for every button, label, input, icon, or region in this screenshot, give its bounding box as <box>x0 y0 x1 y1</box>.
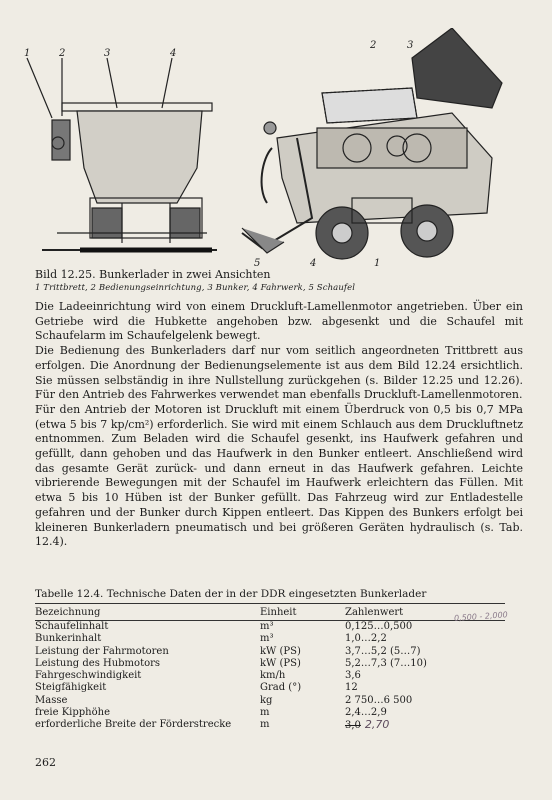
table-row <box>35 621 505 634</box>
cell: m³ <box>260 633 274 645</box>
label-1-left: 1 <box>24 48 31 59</box>
header-zahlenwert: Zahlenwert <box>345 604 505 621</box>
table-row <box>35 707 505 719</box>
cell <box>345 719 505 732</box>
table-title: Tabelle 12.4. Technische Daten der in der DDR eingesetzten Bunkerlader <box>35 588 427 600</box>
cell: Steigfähigkeit <box>35 682 107 694</box>
label-5-right: 5 <box>254 258 261 268</box>
cell: Fahrgeschwindigkeit <box>35 670 142 682</box>
cell: kW (PS) <box>260 657 301 669</box>
caption-legend: 1 Trittbrett, 2 Bedienungseinrichtung, 3 Bunker, 4 Fahrwerk, 5 Schaufel <box>35 283 356 293</box>
caption-title: Bild 12.25. Bunkerlader in zwei Ansichten <box>35 268 271 281</box>
table-row <box>35 670 505 682</box>
front-view <box>27 58 217 250</box>
cell: 5,2…7,3 (7…10) <box>345 657 427 669</box>
cell: erforderliche Breite der Förderstrecke <box>35 719 232 731</box>
cell: Leistung der Fahrmotoren <box>35 645 169 657</box>
body-text <box>35 300 523 550</box>
cell: Masse <box>35 694 68 706</box>
figure-caption <box>35 268 535 293</box>
cell: 0,125…0,500 <box>345 621 413 632</box>
header-bezeichnung: Bezeichnung <box>35 604 260 621</box>
paragraph: Für den Antrieb der Motoren ist Druckluft mit einem Überdruck von 0,5 bis 0,7 MPa (etwa 5 bis 7 kp/cm²) erforderlich. Sie wird mit einem Schlauch aus dem Druckluftnetz entnommen. Zum Beladen wird die Schaufel gesenkt, ins Haufwerk gefahren und gefüllt, dann gehoben und das Haufwerk in den Bunker entleert. Anschließend wird das gesamte Gerät zurück- und dann erneut in das Haufwerk gefahren. Leichte vibrierende Bewegungen mit der Schaufel im Haufwerk erleichtern das Füllen. Mit etwa 5 bis 10 Hüben ist der Bunker gefüllt. Das Fahrzeug wird zur Entladestelle gefahren und der Bunker durch Kippen entleert. Das Kippen des Bunkers erfolgt bei kleineren Bunkerladern pneumatisch und bei größeren Geräten hydraulisch (s. Tab. 12.4). <box>35 402 523 549</box>
cell: 12 <box>345 682 358 694</box>
cell: m³ <box>260 621 274 632</box>
cell: Grad (°) <box>260 682 302 694</box>
cell: 3,7…5,2 (5…7) <box>345 645 421 657</box>
cell: 3,6 <box>345 670 361 682</box>
cell: 2 750…6 500 <box>345 694 413 706</box>
table-row <box>35 646 505 658</box>
cell: Bunkerinhalt <box>35 633 102 645</box>
struck-value: 3,0 <box>345 720 361 732</box>
cell: kg <box>260 694 273 706</box>
cell: kW (PS) <box>260 645 301 657</box>
cell: m <box>260 707 270 719</box>
label-3-right: 3 <box>407 40 414 51</box>
cell: m <box>260 719 270 731</box>
cell: 1,0…2,2 <box>345 633 387 645</box>
table-row <box>35 682 505 694</box>
cell: 2,4…2,9 <box>345 707 387 719</box>
paragraph: Die Ladeeinrichtung wird von einem Druckluft-Lamellenmotor angetrieben. Über ein Getriebe wird die Hubkette angehoben bzw. abgesenkt und die Schaufel mit Schaufelarm im Schaufelgelenk bewegt. <box>35 300 523 343</box>
cell: freie Kipphöhe <box>35 707 110 719</box>
label-2-left: 2 <box>59 48 66 59</box>
side-view <box>242 28 502 259</box>
table-header-row <box>35 604 505 621</box>
cell: Schaufelinhalt <box>35 621 109 632</box>
label-4-left: 4 <box>170 48 177 59</box>
label-4-right: 4 <box>310 258 317 268</box>
paragraph: Die Bedienung des Bunkerladers darf nur vom seitlich angeordneten Trittbrett aus erfolgen. Die Anordnung der Bedienungselemente ist aus dem Bild 12.24 ersichtlich. Sie müssen selbständig in ihre Nullstellung zurückgehen (s. Bilder 12.25 und 12.26). Für den Antrieb des Fahrwerkes verwendet man ebenfalls Druckluft-Lamellenmotoren. <box>35 344 523 402</box>
cell: Leistung des Hubmotors <box>35 657 161 669</box>
label-3-left: 3 <box>104 48 111 59</box>
label-1-right: 1 <box>374 258 381 268</box>
cell: km/h <box>260 670 286 682</box>
table-row <box>35 633 505 645</box>
page-number: 262 <box>35 756 56 769</box>
handwritten-annotation: 0,500 - 2,000 <box>453 610 509 623</box>
table-row <box>35 695 505 707</box>
label-2-right: 2 <box>370 40 377 51</box>
table-row <box>35 719 505 732</box>
bunkerlader-drawing <box>22 28 532 268</box>
handwritten-correction: 2,70 <box>364 718 390 732</box>
table-row <box>35 658 505 670</box>
header-einheit: Einheit <box>260 604 345 621</box>
technical-data-table <box>35 603 505 733</box>
